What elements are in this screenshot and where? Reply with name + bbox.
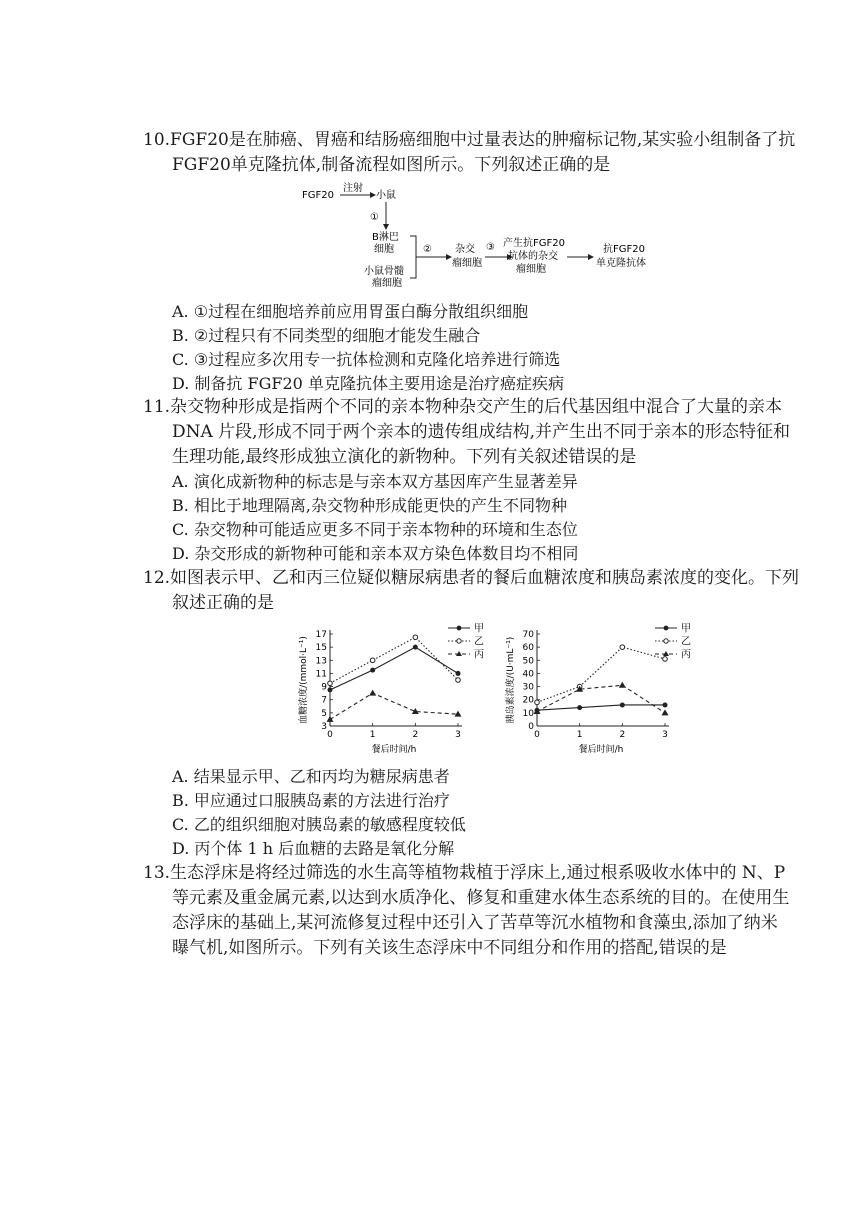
q12-option-d: D. 丙个体 1 h 后血糖的去路是氧化分解 bbox=[172, 839, 455, 858]
q10-flow-diagram bbox=[300, 182, 680, 300]
legend-label: 丙 bbox=[474, 649, 484, 661]
y-axis-label: 胰岛素浓度/(U·mL⁻¹) bbox=[506, 636, 516, 724]
series-line-乙 bbox=[537, 647, 665, 702]
q13-line1 bbox=[143, 861, 833, 886]
q11-line2: DNA 片段,形成不同于两个亲本的遗传组成结构,并产生出不同于亲本的形态特征和 bbox=[172, 422, 790, 442]
y-axis-label: 血糖浓度/(mmol·L⁻¹) bbox=[299, 636, 309, 724]
x-tick-label: 1 bbox=[576, 730, 583, 740]
q11-option-b: B. 相比于地理隔离,杂交物种形成能更快的产生不同物种 bbox=[172, 496, 568, 515]
data-point bbox=[456, 678, 461, 683]
flow-arrowhead-step1 bbox=[383, 224, 389, 230]
data-point bbox=[456, 671, 461, 676]
flow-hybrid-1: 杂交 bbox=[455, 244, 475, 255]
q12-option-a: A. 结果显示甲、乙和丙均为糖尿病患者 bbox=[172, 767, 450, 786]
y-tick-label: 20 bbox=[522, 695, 534, 706]
series-line-甲 bbox=[537, 705, 665, 710]
x-tick-label: 3 bbox=[455, 730, 461, 740]
data-point bbox=[328, 687, 333, 692]
legend-marker bbox=[457, 639, 461, 643]
q13-line4: 曝气机,如图所示。下列有关该生态浮床中不同组分和作用的搭配,错误的是 bbox=[172, 938, 727, 958]
q10-line2: FGF20单克隆抗体,制备流程如图所示。下列叙述正确的是 bbox=[172, 155, 611, 175]
x-tick-label: 0 bbox=[534, 730, 540, 740]
y-tick-label: 15 bbox=[315, 643, 327, 654]
y-tick-label: 5 bbox=[321, 708, 327, 719]
legend-label: 甲 bbox=[474, 623, 484, 635]
q10-option-a: A. ①过程在细胞培养前应用胃蛋白酶分散组织细胞 bbox=[172, 302, 529, 321]
data-point bbox=[370, 668, 375, 673]
flow-antibody-1: 抗FGF20 bbox=[603, 244, 645, 255]
data-point bbox=[620, 702, 625, 707]
y-tick-label: 70 bbox=[522, 630, 534, 640]
data-point bbox=[413, 635, 418, 640]
flow-bracket bbox=[410, 236, 416, 278]
y-tick-label: 9 bbox=[321, 682, 327, 693]
legend-label: 甲 bbox=[681, 623, 691, 635]
x-tick-label: 3 bbox=[662, 730, 668, 740]
y-tick-label: 0 bbox=[528, 722, 534, 732]
y-tick-label: 50 bbox=[522, 656, 534, 667]
q12-number: 12. bbox=[143, 568, 171, 588]
y-tick-label: 10 bbox=[522, 708, 534, 719]
y-tick-label: 7 bbox=[321, 695, 327, 706]
flow-step1: ① bbox=[370, 212, 379, 223]
q10-line1 bbox=[143, 128, 833, 153]
flow-producing-1: 产生抗FGF20 bbox=[503, 238, 565, 249]
legend-label: 乙 bbox=[681, 636, 691, 648]
q11-line1 bbox=[143, 395, 833, 420]
q12-text-1: 如图表示甲、乙和丙三位疑似糖尿病患者的餐后血糖浓度和胰岛素浓度的变化。下列 bbox=[170, 568, 800, 588]
y-tick-label: 17 bbox=[315, 630, 327, 640]
legend-label: 乙 bbox=[474, 636, 484, 648]
flow-producing-3: 瘤细胞 bbox=[516, 264, 546, 275]
flow-step2: ② bbox=[423, 244, 432, 255]
x-tick-label: 0 bbox=[327, 730, 333, 740]
series-line-丙 bbox=[330, 693, 458, 719]
flow-step3: ③ bbox=[486, 242, 495, 253]
legend-marker bbox=[664, 639, 668, 643]
data-point bbox=[534, 708, 541, 714]
data-point bbox=[663, 702, 668, 707]
q12-line2: 叙述正确的是 bbox=[172, 593, 274, 613]
q11-text-1: 杂交物种形成是指两个不同的亲本物种杂交产生的后代基因组中混合了大量的亲本 bbox=[170, 397, 783, 417]
q11-number: 11. bbox=[143, 397, 171, 417]
flow-bcell-2: 细胞 bbox=[374, 244, 394, 255]
series-line-乙 bbox=[330, 637, 458, 683]
x-tick-label: 1 bbox=[369, 730, 376, 740]
flow-antibody-2: 单克隆抗体 bbox=[596, 258, 646, 269]
flow-myeloma-2: 瘤细胞 bbox=[372, 278, 402, 289]
y-tick-label: 11 bbox=[315, 669, 327, 680]
x-axis-label: 餐后时间/h bbox=[371, 745, 417, 755]
flow-fgf20: FGF20 bbox=[302, 190, 334, 201]
data-point bbox=[369, 690, 376, 696]
legend-label: 丙 bbox=[681, 649, 691, 661]
q11-option-d: D. 杂交形成的新物种可能和亲本双方染色体数目均不相同 bbox=[172, 544, 579, 563]
y-tick-label: 60 bbox=[522, 643, 534, 654]
q10-text-1: FGF20是在肺癌、胃癌和结肠癌细胞中过量表达的肿瘤标记物,某实验小组制备了抗 bbox=[170, 130, 796, 150]
data-point bbox=[370, 658, 375, 663]
series-line-甲 bbox=[330, 647, 458, 690]
data-point bbox=[577, 705, 582, 710]
legend-marker bbox=[457, 626, 462, 631]
x-tick-label: 2 bbox=[619, 730, 626, 740]
data-point bbox=[663, 657, 668, 662]
y-tick-label: 3 bbox=[321, 722, 327, 732]
data-point bbox=[535, 700, 540, 705]
flow-myeloma-1: 小鼠骨髓 bbox=[364, 266, 404, 277]
q10-option-b: B. ②过程只有不同类型的细胞才能发生融合 bbox=[172, 326, 481, 345]
q13-line2: 等元素及重金属元素,以达到水质净化、修复和重建水体生态系统的目的。在使用生 bbox=[172, 888, 790, 908]
y-tick-label: 40 bbox=[522, 669, 534, 680]
q10-number: 10. bbox=[143, 130, 171, 150]
q12-option-c: C. 乙的组织细胞对胰岛素的敏感程度较低 bbox=[172, 815, 466, 834]
flow-producing-2: 抗体的杂交 bbox=[508, 251, 558, 262]
x-tick-label: 2 bbox=[412, 730, 419, 740]
y-tick-label: 13 bbox=[315, 656, 327, 667]
flow-bcell-1: B淋巴 bbox=[372, 232, 399, 243]
data-point bbox=[328, 681, 333, 686]
q11-line3: 生理功能,最终形成独立演化的新物种。下列有关叙述错误的是 bbox=[172, 447, 637, 467]
q13-number: 13. bbox=[143, 863, 171, 883]
flow-hybrid-2: 瘤细胞 bbox=[452, 258, 482, 269]
data-point bbox=[620, 645, 625, 650]
q12-line1 bbox=[143, 566, 833, 591]
flow-mouse: 小鼠 bbox=[376, 190, 396, 201]
data-point bbox=[327, 716, 334, 722]
q11-option-c: C. 杂交物种可能适应更多不同于亲本物种的环境和生态位 bbox=[172, 520, 578, 539]
q12-option-b: B. 甲应通过口服胰岛素的方法进行治疗 bbox=[172, 791, 450, 810]
data-point bbox=[662, 709, 669, 715]
legend-marker bbox=[664, 626, 669, 631]
q10-option-c: C. ③过程应多次用专一抗体检测和克隆化培养进行筛选 bbox=[172, 350, 561, 369]
flow-inject-label: 注射 bbox=[343, 183, 363, 194]
q11-option-a: A. 演化成新物种的标志是与亲本双方基因库产生显著差异 bbox=[172, 472, 578, 491]
q10-option-d: D. 制备抗 FGF20 单克隆抗体主要用途是治疗癌症疾病 bbox=[172, 374, 564, 393]
insulin-chart bbox=[503, 620, 708, 760]
glucose-chart bbox=[296, 620, 501, 760]
data-point bbox=[619, 682, 626, 688]
y-tick-label: 30 bbox=[522, 682, 534, 693]
q13-text-1: 生态浮床是将经过筛选的水生高等植物栽植于浮床上,通过根系吸收水体中的 N、P bbox=[170, 863, 786, 883]
data-point bbox=[413, 645, 418, 650]
flow-arrowhead-final bbox=[588, 254, 594, 260]
q13-line3: 态浮床的基础上,某河流修复过程中还引入了苦草等沉水植物和食藻虫,添加了纳米 bbox=[172, 913, 778, 933]
x-axis-label: 餐后时间/h bbox=[578, 745, 624, 755]
